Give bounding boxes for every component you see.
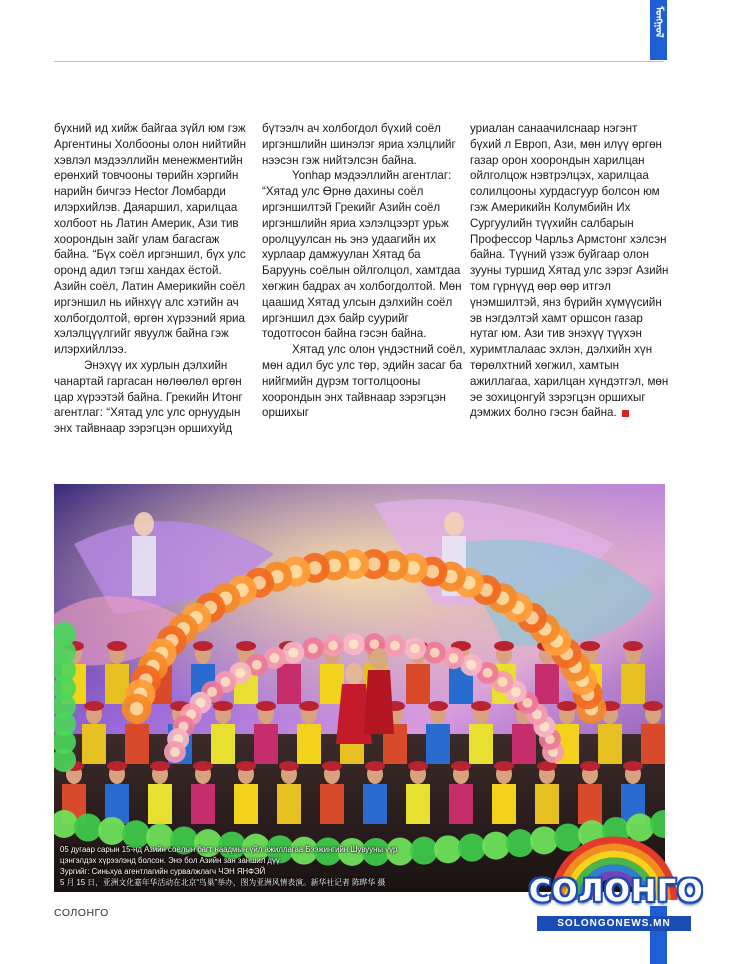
caption-line: 05 дугаар сарын 15-нд Азийн соёлын багт наадмын үйл ажиллагаа Бээжингийн Шувууны үүр bbox=[60, 845, 398, 854]
article-column-1 bbox=[54, 121, 254, 437]
logo-url: SOLONGONEWS.MN bbox=[537, 916, 691, 931]
article-column-2 bbox=[262, 121, 466, 421]
article-column-3 bbox=[470, 121, 670, 421]
section-tab-label: ᠮᠣᠩᠭᠣᠯ bbox=[653, 6, 664, 38]
section-tab bbox=[650, 0, 667, 60]
paragraph-text: уриалан санаачилснаар нэгэнт бүхий л Европ, Ази, мөн илүү өргөн газар орон хоорондын харилцан ойлголцож нэвтрэлцэх, харилцаа солилцооны хурдасгуур болсон юм гэж Америкийн Колумбийн Их Сургуулийн түүхийн салбарын Профессор Чарльз Армстонг хэлсэн байна. Түүний үзэж буйгаар олон зууны туршид Хятад улс зэрэг Азийн том гүрнүүд өөр өөр итгэл үнэмшилтэй, янз бүрийн хүмүүсийн эв нэгдэлтэй хамт оршсон газар нутаг юм. Ази тив энэхүү түүхэн хуримтлалаас эхлэн, дэлхийн хүн төрөлхтний хөгжил, хамтын ажиллагаа, харилцан хүндэтгэл, мөн эе зохицонгуй зэрэгцэн оршихыг дэмжих болно гэсэн байна. bbox=[470, 122, 669, 420]
paragraph: Энэхүү их хурлын дэлхийн чанартай гаргасан нөлөөлөл өргөн цар хүрээтэй байна. Грекийн Итонг агентлаг: “Хятад улс улс орнуудын энх тайвнаар зэрэгцэн оршихуйд bbox=[54, 358, 243, 436]
end-of-article-mark bbox=[622, 410, 629, 417]
caption-line: Зургийг: Синьхуа агентлагийн сурвалжлагч ЧЭН ЯНФЭЙ bbox=[60, 867, 266, 876]
footer-magazine-name: СОЛОНГО bbox=[54, 907, 109, 919]
caption-line: 5 月 15 日，亚洲文化嘉年华活动在北京“鸟巢”举办，图为亚洲风情表演。新华社记者 陈晔华 摄 bbox=[60, 878, 386, 887]
photo-caption bbox=[60, 844, 530, 888]
paragraph: бүтээлч ач холбогдол бүхий соёл иргэншлийн шинэлэг яриа хэлцлийг нээсэн гэж нийтэлсэн байна. bbox=[262, 122, 456, 167]
paragraph bbox=[470, 121, 670, 421]
paragraph: Хятад улс олон үндэстний соёл, мөн адил бус улс төр, эдийн засаг ба нийгмийн дүрэм тогтолцооны хоорондын энх тайвнаар зэрэгцэн оршихыг bbox=[262, 343, 466, 420]
paragraph: Yonhap мэдээллийн агентлаг: “Хятад улс Өрнө дахины соёл иргэншилтэй Грекийг Азийн соёл иргэншлийн яриа хэлэлцээрт урьж оролцуулсан нь энэ удаагийн их хурлаар дамжуулан Хятад ба Баруунь соёлын ойлголцол, хамтдаа хөгжин бадрах ач холбогдолтой. Мөн цаашид Хятад улсын дэлхийн соёл иргэншил дэх байр суурийг тодотгосон байна гэсэн байна. bbox=[262, 169, 462, 341]
solongo-logo bbox=[529, 830, 704, 940]
logo-title: СОЛОНГО bbox=[529, 874, 704, 909]
caption-line: цэнгэлдэх хүрээлэнд болсон. Энэ бол Азийн зан заншил дүү bbox=[60, 856, 280, 865]
header-rule bbox=[54, 61, 664, 62]
paragraph: бүхний ид хийж байгаа зүйл юм гэж Аргентины Холбооны олон нийтийн хэвлэл мэдээллийн менежментийн ерөнхий товчооны төрийн хэргийн нарийн бичгээ Hector Ломбарди илэрхийлэв. Даяаршил, харилцаа холбоот нь Латин Америк, Ази тив хоорондын зайг улам багасгаж байна. “Бүх соёл иргэншил, бүх улс оронд адил тэгш хандах ёстой. Азийн соёл, Латин Америкийн соёл иргэншил нь ийнхүү алс хэтийн ач холбогдолтой, өргөн хүрээний яриа хэлэлцүүлгийг явуулж байна гэж илэрхийллээ. bbox=[54, 122, 246, 357]
